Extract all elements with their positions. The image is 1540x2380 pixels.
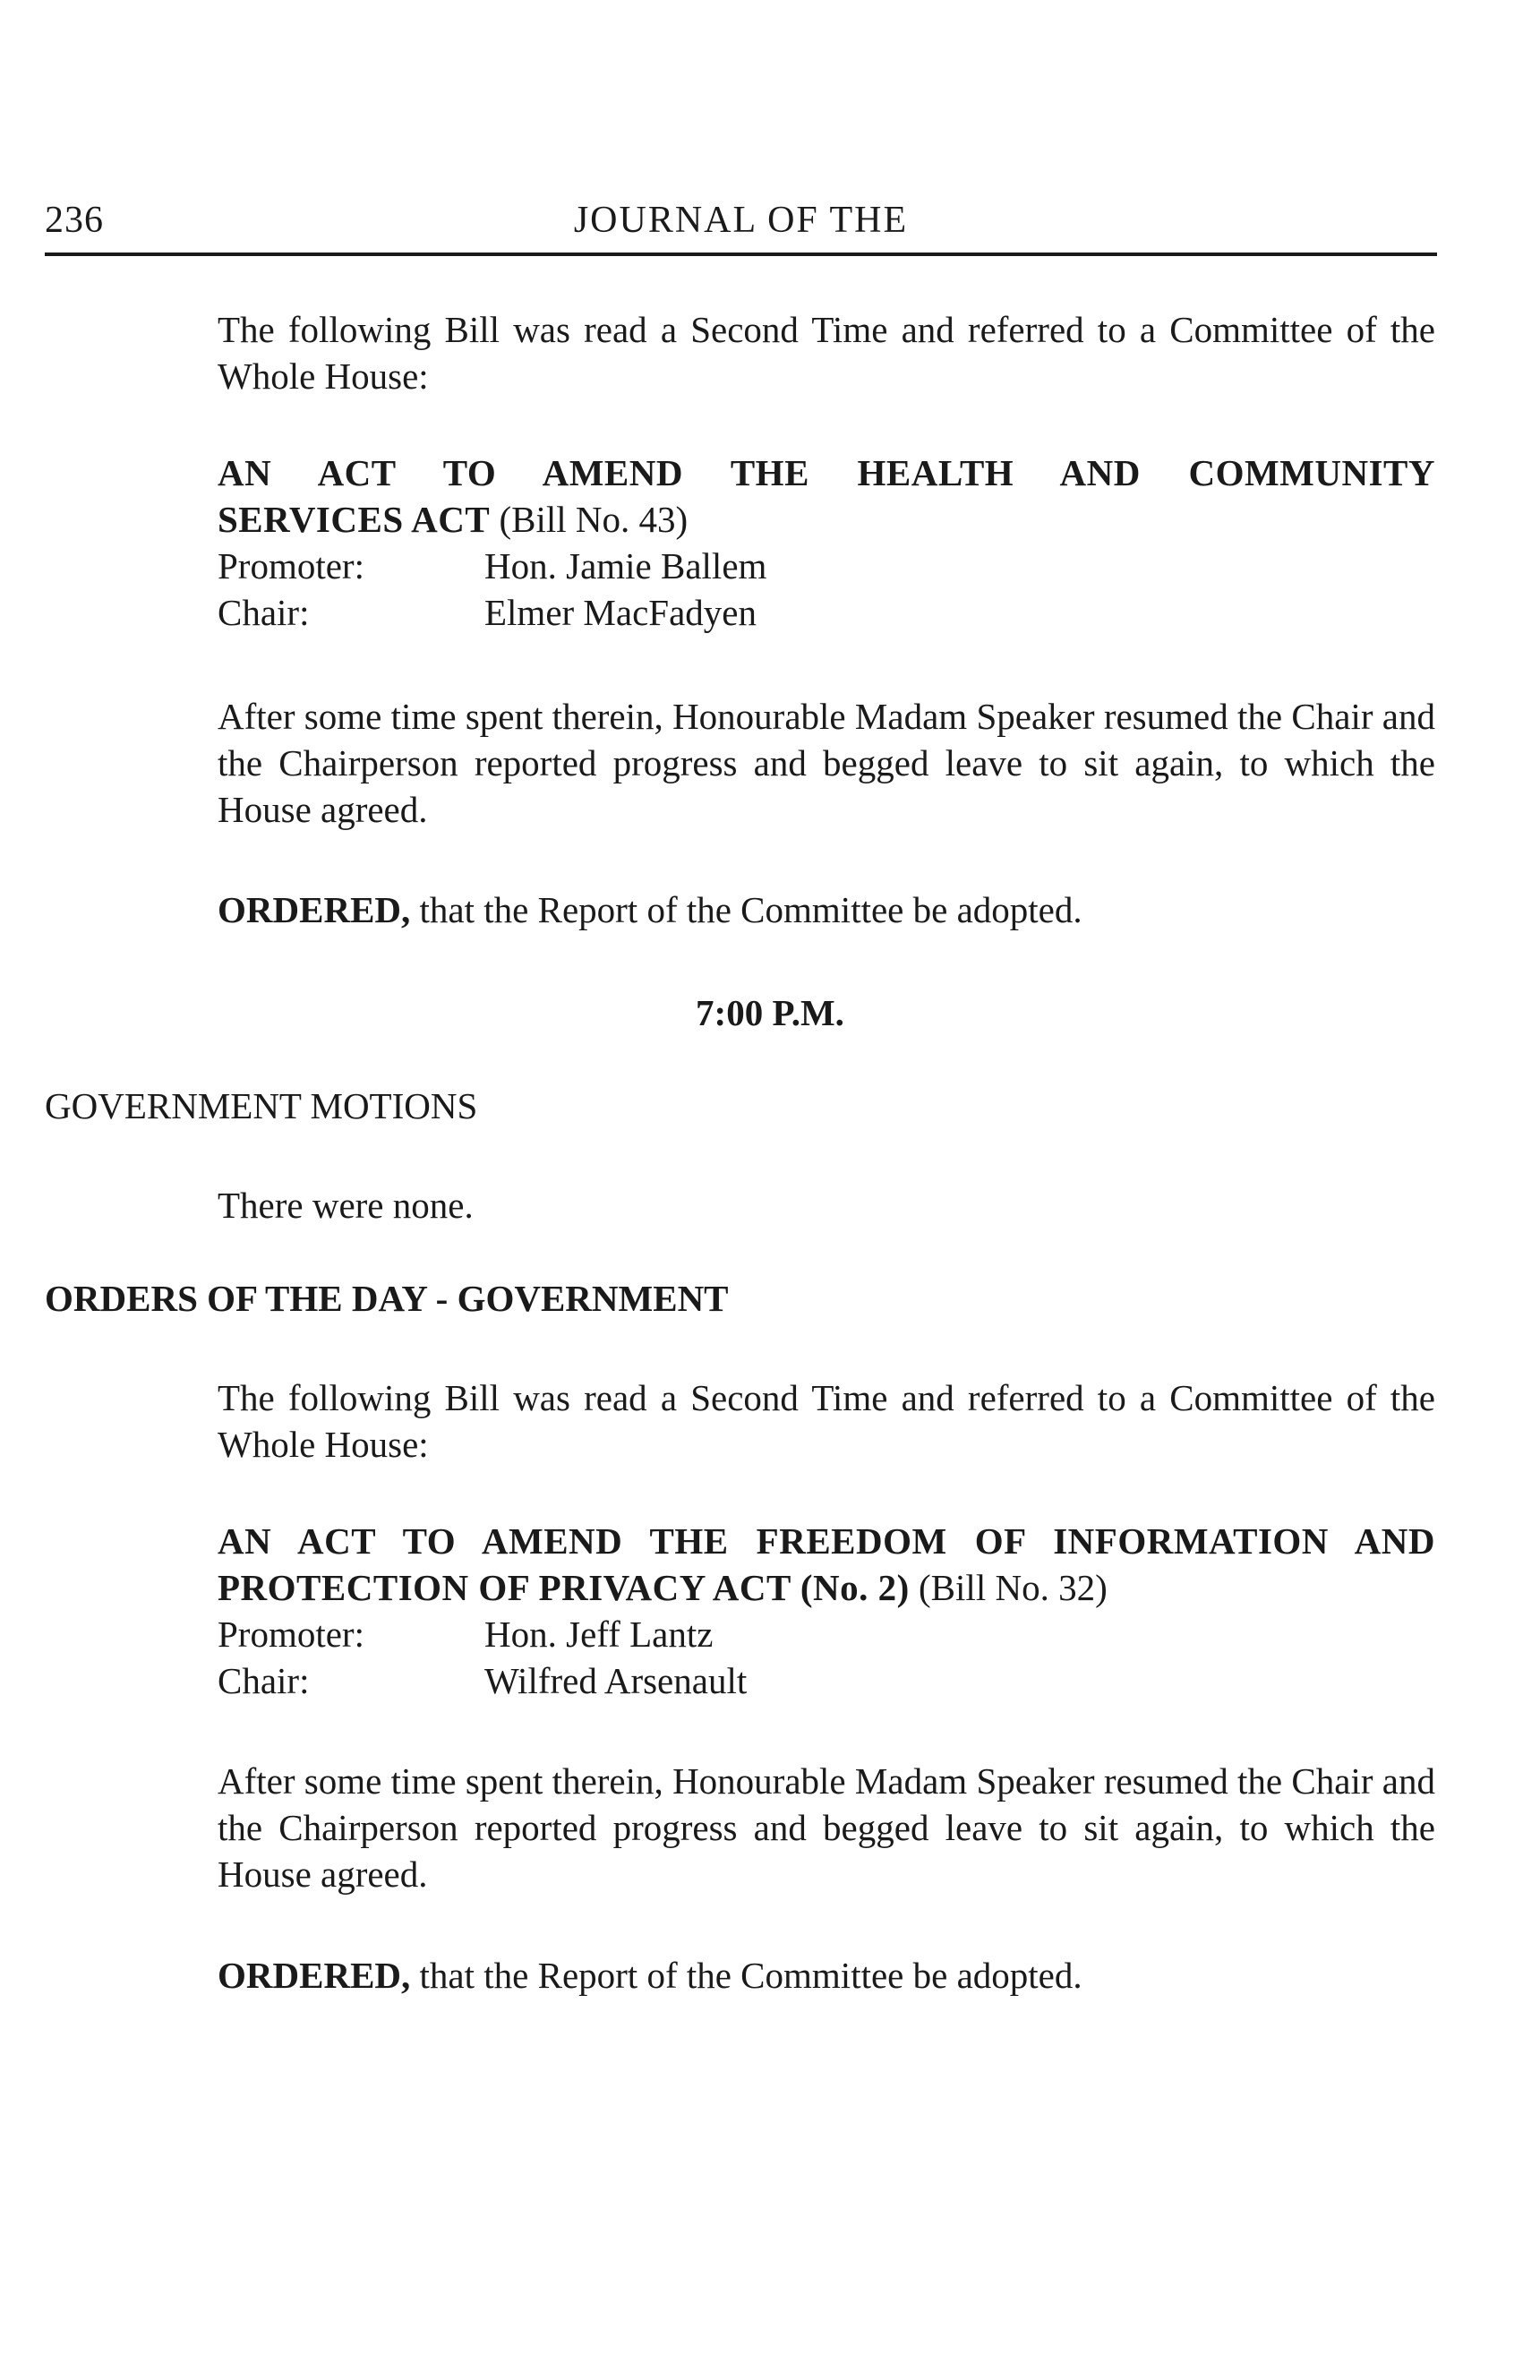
bill-title-2-line-1: AN ACT TO AMEND THE FREEDOM OF INFORMATION AND bbox=[218, 1520, 1435, 1562]
bill-title-2-line-2-text: PROTECTION OF PRIVACY ACT (No. 2) bbox=[218, 1567, 910, 1608]
ordered-label-2: ORDERED, bbox=[218, 1955, 411, 1996]
bill-title-block bbox=[218, 449, 1435, 636]
page-number: 236 bbox=[45, 200, 104, 241]
bill-title-2-line-2 bbox=[218, 1564, 1435, 1611]
bill-title-line-2-text: SERVICES ACT bbox=[218, 499, 491, 540]
ordered-text-2: that the Report of the Committee be adopted. bbox=[419, 1955, 1082, 1996]
promoter-name-2: Hon. Jeff Lantz bbox=[484, 1614, 714, 1655]
chair-label: Chair: bbox=[218, 592, 310, 633]
government-motions-text: There were none. bbox=[218, 1185, 474, 1226]
committee-progress-paragraph-2: After some time spent therein, Honourable Madam Speaker resumed the Chair and the Chairperson reported progress and begged leave to sit again, to which the House agreed. bbox=[218, 1760, 1435, 1895]
ordered-text: that the Report of the Committee be adopted. bbox=[419, 889, 1082, 930]
bill-number-2: (Bill No. 32) bbox=[919, 1567, 1108, 1608]
running-title: JOURNAL OF THE bbox=[573, 200, 909, 241]
bill-intro-paragraph: The following Bill was read a Second Time and referred to a Committee of the Whole House: bbox=[218, 309, 1435, 397]
promoter-row bbox=[218, 543, 1435, 589]
page-header bbox=[45, 199, 1437, 256]
chair-name-2: Wilfred Arsenault bbox=[484, 1660, 748, 1701]
government-motions-heading: GOVERNMENT MOTIONS bbox=[45, 1085, 478, 1126]
bill-title-line-2 bbox=[218, 496, 1435, 543]
ordered-label: ORDERED, bbox=[218, 889, 411, 930]
bill-title-block-2 bbox=[218, 1518, 1435, 1704]
time-label: 7:00 P.M. bbox=[696, 992, 844, 1033]
committee-progress-paragraph: After some time spent therein, Honourable Madam Speaker resumed the Chair and the Chairperson reported progress and begged leave to sit again, to which the House agreed. bbox=[218, 696, 1435, 830]
ordered-paragraph-2 bbox=[218, 1952, 1435, 1999]
promoter-name: Hon. Jamie Ballem bbox=[484, 545, 767, 586]
orders-of-the-day-heading: ORDERS OF THE DAY - GOVERNMENT bbox=[45, 1278, 729, 1319]
chair-row-2 bbox=[218, 1657, 1435, 1704]
chair-label-2: Chair: bbox=[218, 1660, 310, 1701]
ordered-paragraph bbox=[218, 886, 1435, 933]
promoter-row-2 bbox=[218, 1611, 1435, 1657]
bill-number: (Bill No. 43) bbox=[499, 499, 689, 540]
promoter-label-2: Promoter: bbox=[218, 1614, 364, 1655]
promoter-label: Promoter: bbox=[218, 545, 364, 586]
chair-row bbox=[218, 589, 1435, 636]
bill-title-line-1: AN ACT TO AMEND THE HEALTH AND COMMUNITY bbox=[218, 452, 1435, 493]
bill-intro-paragraph-2: The following Bill was read a Second Time and referred to a Committee of the Whole House: bbox=[218, 1377, 1435, 1465]
chair-name: Elmer MacFadyen bbox=[484, 592, 757, 633]
